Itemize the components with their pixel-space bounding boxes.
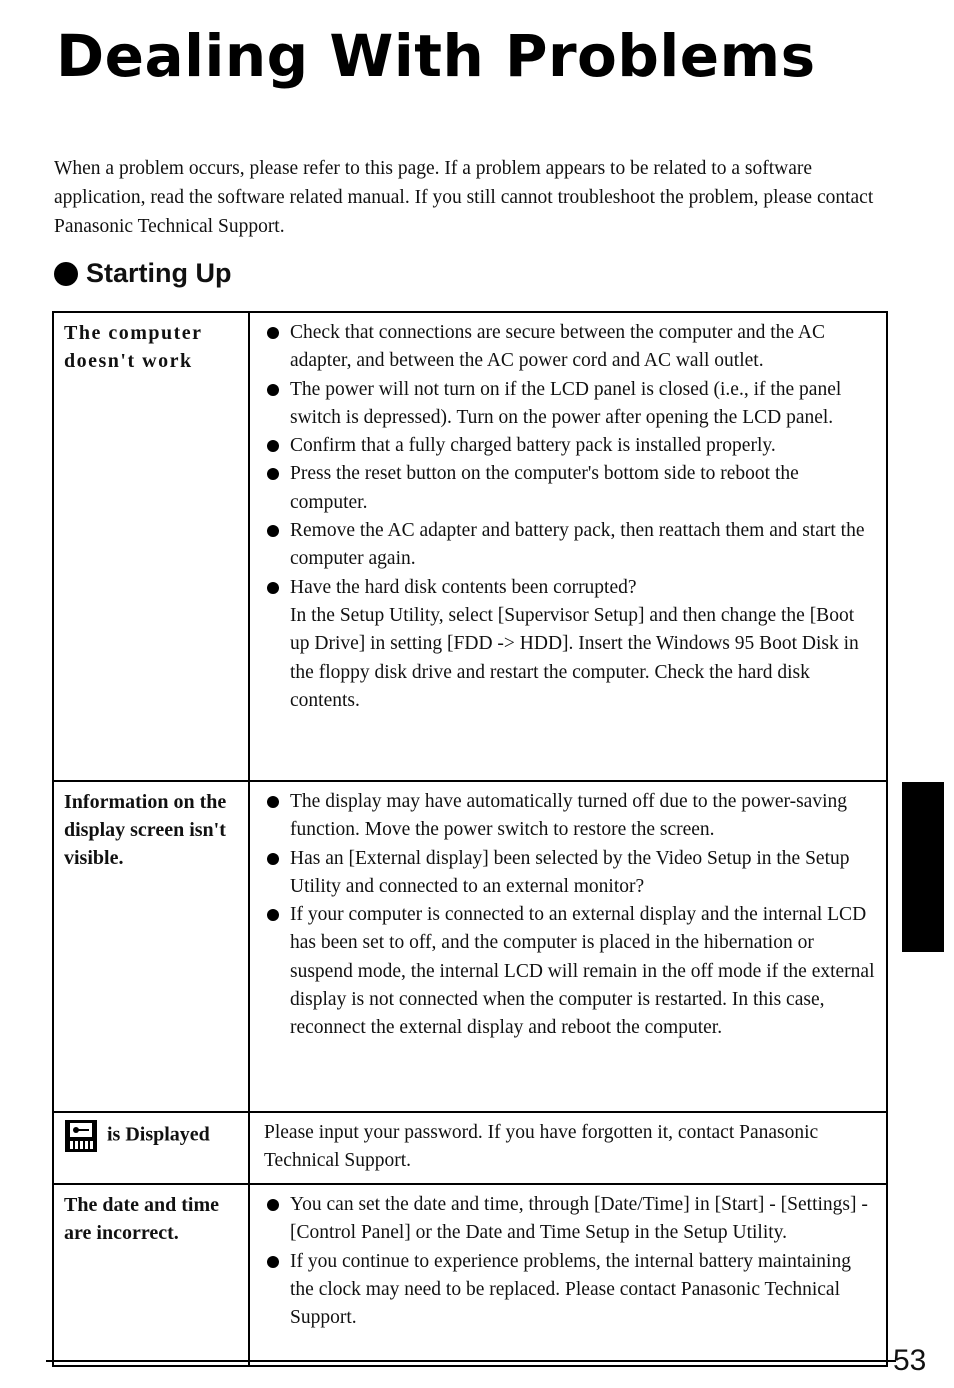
- problem-label: The date and time are incorrect.: [64, 1194, 219, 1244]
- problem-cell: [54, 1185, 250, 1365]
- list-item: [266, 574, 876, 715]
- solution-cell: [250, 782, 886, 1111]
- list-item: Confirm that a fully charged battery pack is installed properly.: [266, 432, 876, 460]
- bullet-icon: [54, 262, 78, 286]
- table-row: [52, 782, 888, 1113]
- problem-cell: [54, 313, 250, 780]
- list-item: Press the reset button on the computer's bottom side to reboot the computer.: [266, 460, 876, 517]
- problem-label: Information on the display screen isn't visible.: [64, 791, 227, 869]
- table-row: [52, 313, 888, 782]
- list-item: Remove the AC adapter and battery pack, then reattach them and start the computer again.: [266, 517, 876, 574]
- password-lock-icon: [64, 1119, 98, 1153]
- list-item: The power will not turn on if the LCD panel is closed (i.e., if the panel switch is depressed). Turn on the power after opening the LCD panel.: [266, 376, 876, 433]
- solution-cell: [250, 313, 886, 780]
- list-item: You can set the date and time, through [Date/Time] in [Start] - [Settings] - [Control Panel] or the Date and Time Setup in the Setup Utility.: [266, 1191, 876, 1248]
- problem-label: The computer doesn't work: [64, 322, 203, 372]
- section-tab-marker: [902, 782, 944, 952]
- page-number: 53: [893, 1344, 927, 1377]
- list-item-followup: In the Setup Utility, select [Supervisor Setup] and then change the [Boot up Drive] in setting [FDD -> HDD]. Insert the Windows 95 Boot Disk in the floppy disk drive and restart the computer. Check the hard disk contents.: [290, 604, 859, 711]
- troubleshooting-table: [52, 311, 888, 1367]
- problem-label: is Displayed: [107, 1123, 210, 1146]
- section-heading-label: Starting Up: [86, 258, 232, 288]
- list-item: Has an [External display] been selected by the Video Setup in the Setup Utility and connected to an external monitor?: [266, 845, 876, 902]
- section-heading: [54, 258, 232, 289]
- table-row: [52, 1113, 888, 1185]
- intro-paragraph: When a problem occurs, please refer to this page. If a problem appears to be related to a software application, read the software related manual. If you still cannot troubleshoot the problem, please contact Panasonic Technical Support.: [54, 158, 874, 237]
- page-title: Dealing With Problems: [56, 22, 816, 90]
- problem-cell: [54, 1113, 250, 1183]
- solution-cell: [250, 1185, 886, 1365]
- solution-list: [266, 1191, 876, 1332]
- problem-cell: [54, 782, 250, 1111]
- solution-cell: [250, 1113, 886, 1183]
- solution-list: [266, 788, 876, 1043]
- list-item: The display may have automatically turned off due to the power-saving function. Move the power switch to restore the screen.: [266, 788, 876, 845]
- solution-list: [266, 319, 876, 715]
- list-item: Check that connections are secure between the computer and the AC adapter, and between the AC power cord and AC wall outlet.: [266, 319, 876, 376]
- solution-text: Please input your password. If you have forgotten it, contact Panasonic Technical Support.: [264, 1122, 819, 1172]
- bottom-rule: [46, 1360, 896, 1362]
- table-row: [52, 1185, 888, 1367]
- list-item: If your computer is connected to an external display and the internal LCD has been set to off, and the computer is placed in the hibernation or suspend mode, the internal LCD will remain in the off mode if the external display is not connected when the computer is restarted. In this case, reconnect the external display and reboot the computer.: [266, 901, 876, 1042]
- list-item-text: Have the hard disk contents been corrupted?: [290, 576, 637, 598]
- list-item: If you continue to experience problems, the internal battery maintaining the clock may need to be replaced. Please contact Panasonic Technical Support.: [266, 1248, 876, 1333]
